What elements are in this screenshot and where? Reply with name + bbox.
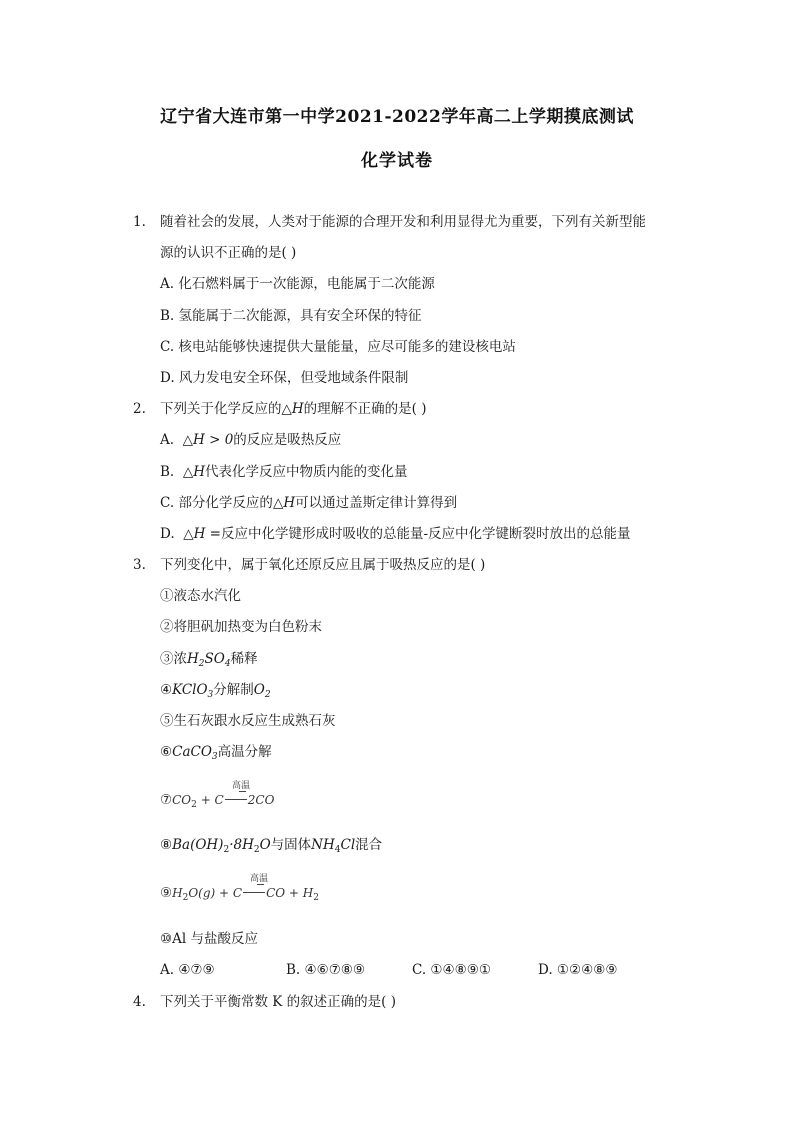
condition-high-temp-7: 高温 (232, 781, 251, 791)
question-1-option-d: D. 风力发电安全环保，但受地域条件限制 (160, 370, 409, 386)
question-3-item-5: ⑤生石灰跟水反应生成熟石灰 (160, 713, 336, 729)
question-2-stem: 下列关于化学反应的△H的理解不正确的是( ) (160, 401, 427, 417)
question-2-option-c: C. 部分化学反应的△H可以通过盖斯定律计算得到 (160, 495, 458, 511)
condition-high-temp-9: 高温 (250, 874, 269, 884)
question-1-option-a: A. 化石燃料属于一次能源，电能属于二次能源 (160, 276, 435, 292)
question-3-item-4: ④KClO$_3$分解制$O_2$ (160, 682, 271, 700)
question-3-stem: 下列变化中，属于氧化还原反应且属于吸热反应的是( ) (160, 557, 486, 573)
question-1-stem-line-1: 随着社会的发展，人类对于能源的合理开发和利用显得尤为重要，下列有关新型能 (160, 214, 646, 230)
question-2-option-d: D. △H =反应中化学键形成时吸收的总能量-反应中化学键断裂时放出的总能量 (160, 526, 631, 542)
question-3-item-10: ⑩Al 与盐酸反应 (160, 931, 258, 947)
reaction-line-7 (225, 799, 247, 800)
delta-h-symbol: △H (281, 401, 304, 417)
question-3-item-2: ②将胆矾加热变为白色粉末 (160, 619, 322, 635)
question-3-item-9-equation: 高温 $⑨H_2O(g) + C$ CO + $H_2$ (160, 871, 400, 905)
question-3-number: 3. (133, 557, 146, 573)
question-3-item-7-equation: 高温 $⑦CO_2 + C$ 2CO (160, 778, 360, 812)
reaction-line-9 (243, 892, 265, 893)
exam-subtitle: 化学试卷 (361, 151, 433, 171)
question-3-item-6: ⑥CaCO$_3$高温分解 (160, 744, 272, 762)
question-3-choice-c: C. ①④⑧⑨① (412, 962, 491, 978)
question-3-item-1: ①液态水汽化 (160, 588, 241, 604)
question-1-option-c: C. 核电站能够快速提供大量能量，应尽可能多的建设核电站 (160, 339, 516, 355)
question-1-stem-line-2: 源的认识不正确的是( ) (160, 245, 297, 261)
question-3-choice-b: B. ④⑥⑦⑧⑨ (286, 962, 366, 978)
question-2-option-a: A. △H > 0的反应是吸热反应 (160, 432, 342, 448)
question-1-number: 1. (133, 214, 146, 230)
question-4-number: 4. (133, 994, 146, 1010)
exam-title: 辽宁省大连市第一中学2021-2022学年高二上学期摸底测试 (160, 107, 634, 127)
question-2-number: 2. (133, 401, 146, 417)
question-3-choice-a: A. ④⑦⑨ (160, 962, 215, 978)
question-4-stem: 下列关于平衡常数 K 的叙述正确的是( ) (160, 994, 396, 1010)
question-3-choice-d: D. ①②④⑧⑨ (538, 962, 618, 978)
question-1-option-b: B. 氢能属于二次能源，具有安全环保的特征 (160, 308, 422, 324)
question-2-option-b: B. △H代表化学反应中物质内能的变化量 (160, 464, 408, 480)
question-3-item-3: ③浓$H_2SO_4$稀释 (160, 651, 258, 669)
question-3-item-8: $⑧Ba(OH)_2\cdot 8H_2O$与固体$NH_4Cl$混合 (160, 837, 383, 855)
